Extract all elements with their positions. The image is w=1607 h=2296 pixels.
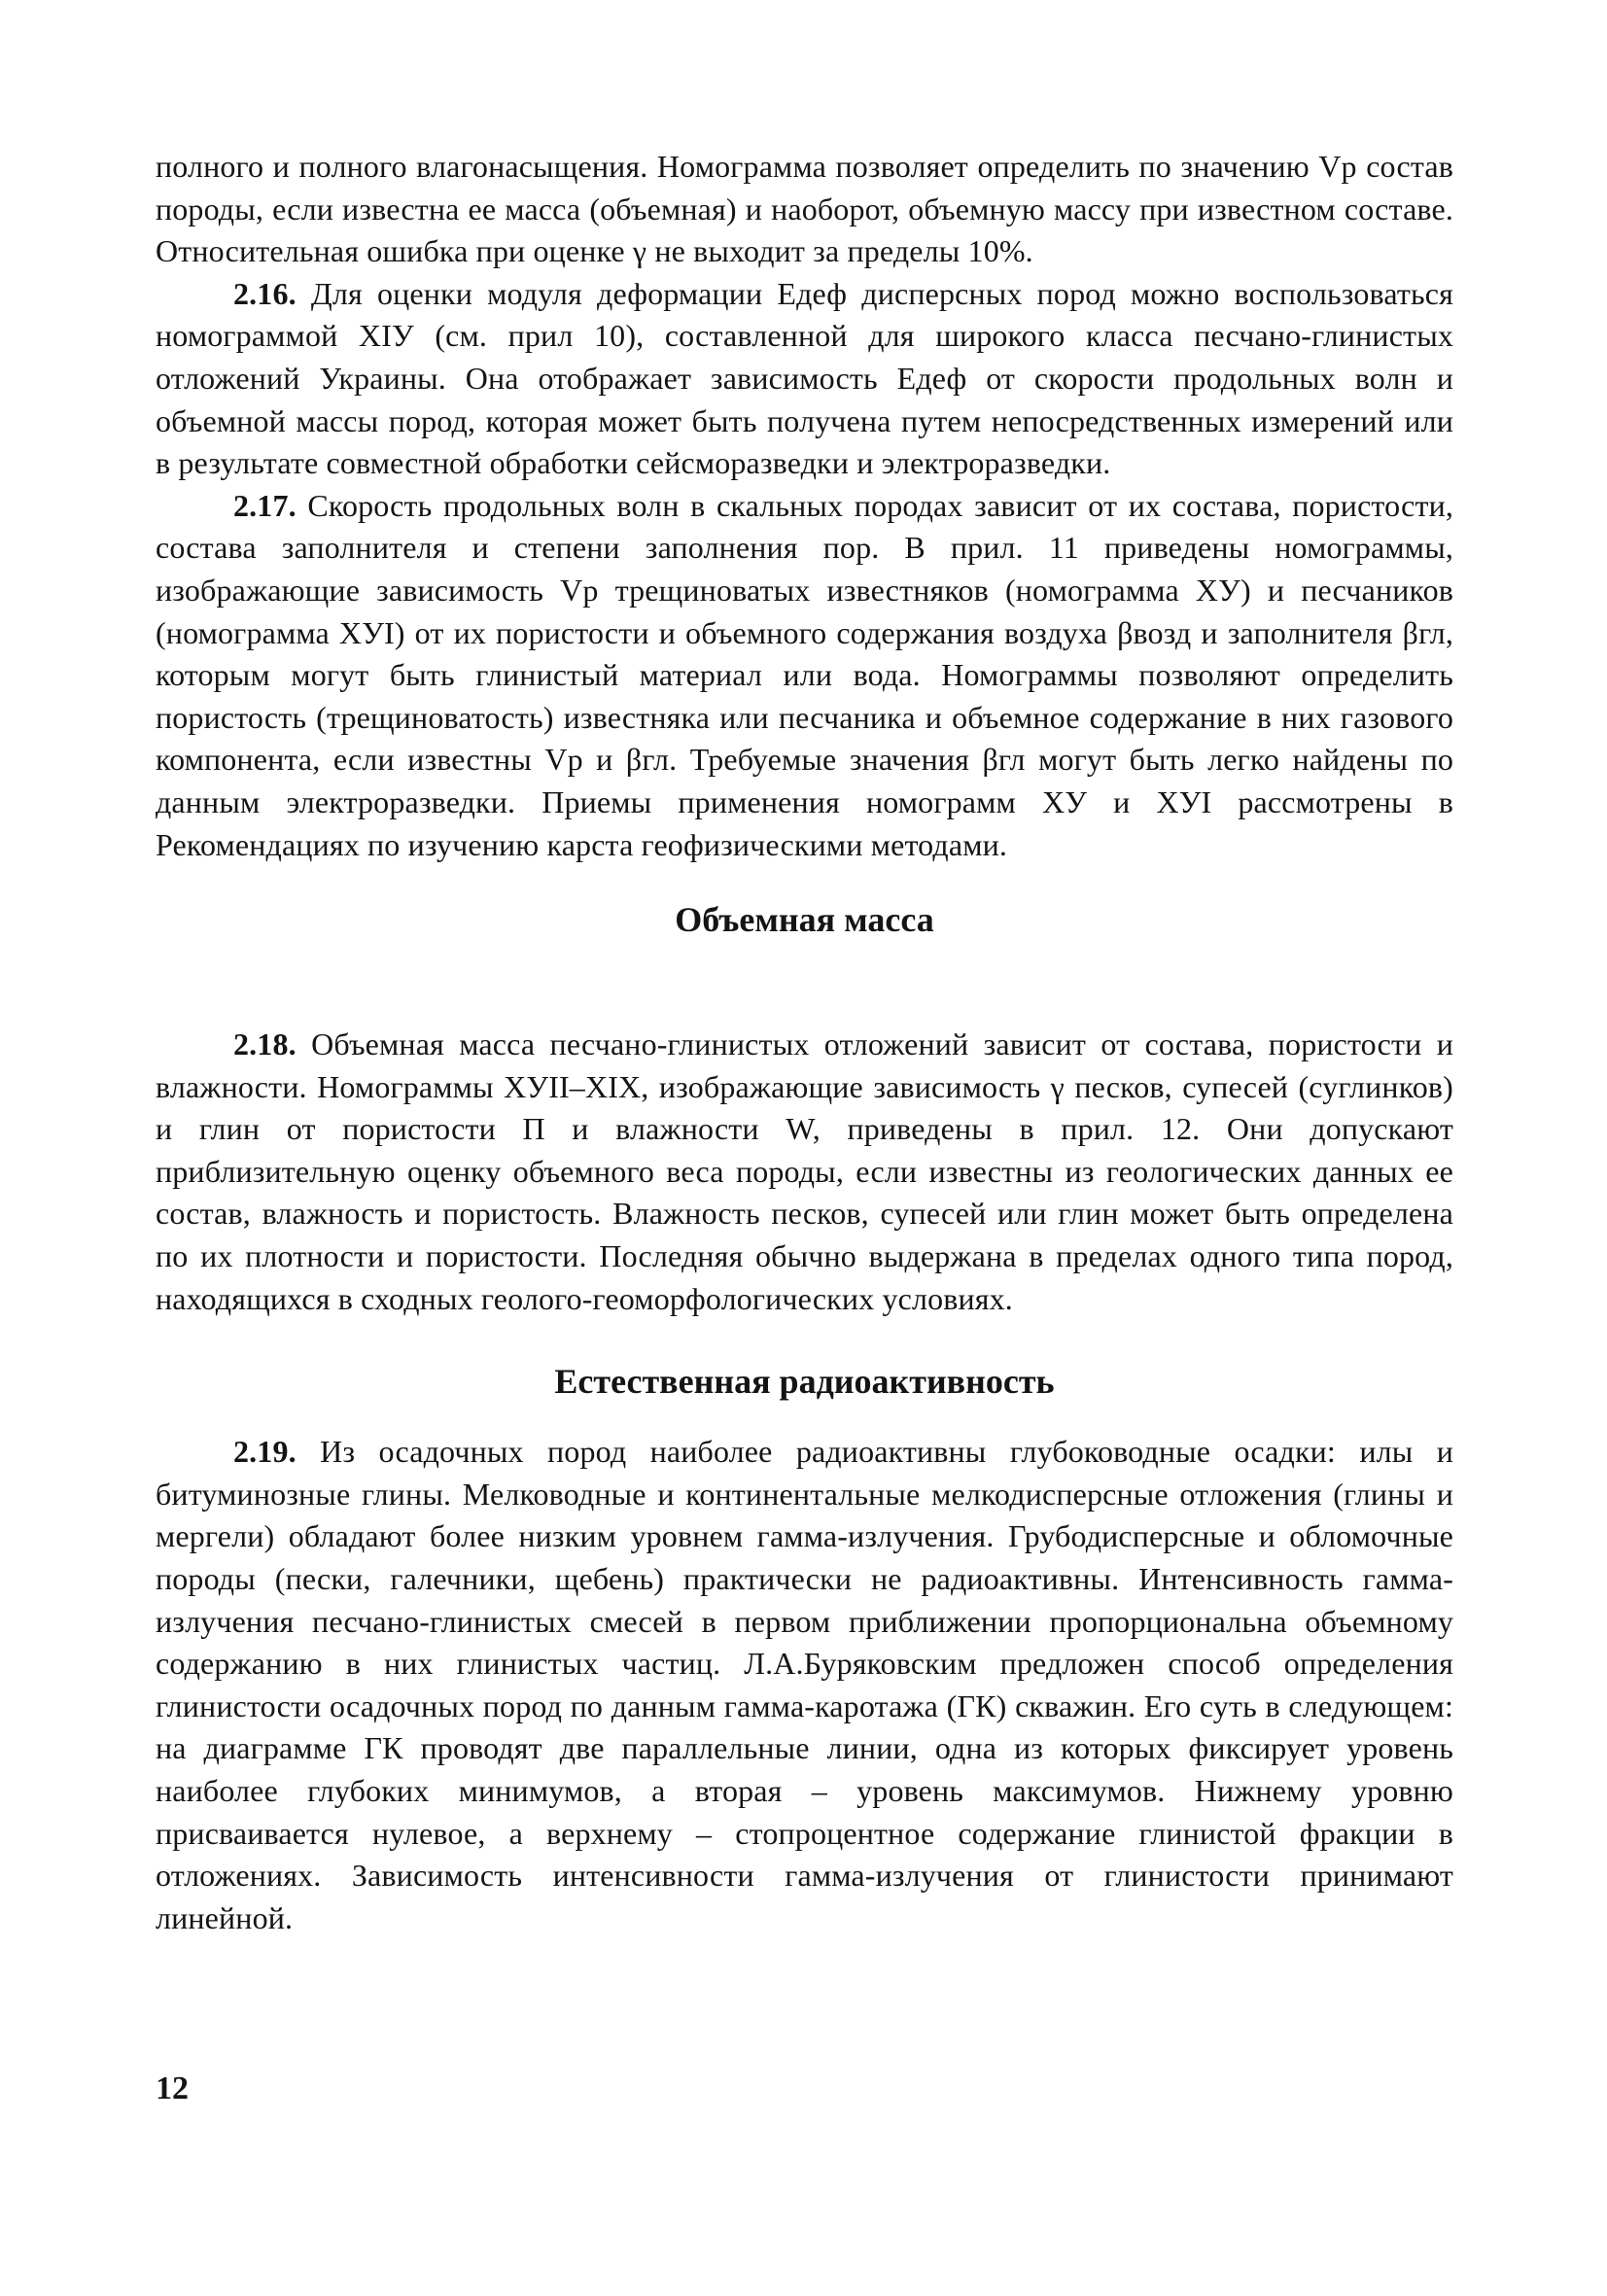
paragraph-2-16 (156, 273, 1453, 485)
paragraph-number: 2.18. (233, 1026, 297, 1062)
paragraph-text: Скорость продольных волн в скальных породах зависит от их состава, пористости, состава заполнителя и степени заполнения пор. В прил. 11 приведены номограммы, изображающие зависимость Vр трещиноватых известняков (номограмма XУ) и песчаников (номограмма XУI) от их пористости и объемного содержания воздуха βвозд и заполнителя βгл, которым могут быть глинистый материал или вода. Номограммы позволяют определить пористость (трещиноватость) известняка или песчаника и объемное содержание в них газового компонента, если известны Vр и βгл. Требуемые значения βгл могут быть легко найдены по данным электроразведки. Приемы применения номограмм XУ и XУI рассмотрены в Рекомендациях по изучению карста геофизическими методами. (156, 487, 1453, 862)
paragraph-number: 2.17. (233, 487, 297, 523)
paragraph-text: Объемная масса песчано-глинистых отложений зависит от состава, пористости и влажности. Номограммы XУII–XIX, изображающие зависимость γ песков, супесей (суглинков) и глин от пористости П и влажности W, приведены в прил. 12. Они допускают приблизительную оценку объемного веса породы, если известны из геологических данных ее состав, влажность и пористость. Влажность песков, супесей или глин может быть определена по их плотности и пористости. Последняя обычно выдержана в пределах одного типа пород, находящихся в сходных геолого-геоморфологических условиях. (156, 1026, 1453, 1316)
paragraph-2-18 (156, 1024, 1453, 1320)
page-number: 12 (156, 2070, 189, 2106)
paragraph-text: Для оценки модуля деформации Eдеф дисперсных пород можно воспользоваться номограммой XIУ (см. прил 10), составленной для широкого класса песчано-глинистых отложений Украины. Она отображает зависимость Eдеф от скорости продольных волн и объемной массы пород, которая может быть получена путем непосредственных измерений или в результате совместной обработки сейсморазведки и электроразведки. (156, 275, 1453, 481)
paragraph-continuation: полного и полного влагонасыщения. Номограмма позволяет определить по значению Vр состав породы, если известна ее масса (объемная) и наоборот, объемную массу при известном составе. Относительная ошибка при оценке γ не выходит за пределы 10%. (156, 149, 1453, 269)
paragraph-text: Из осадочных пород наиболее радиоактивны глубоководные осадки: илы и битуминозные глины. Мелководные и континентальные мелкодисперсные отложения (глины и мергели) обладают более низким уровнем гамма-излучения. Грубодисперсные и обломочные породы (пески, галечники, щебень) практически не радиоактивны. Интенсивность гамма-излучения песчано-глинистых смесей в первом приближении пропорциональна объемному содержанию в них глинистых частиц. Л.А.Буряковским предложен способ определения глинистости осадочных пород по данным гамма-каротажа (ГК) скважин. Его суть в следующем: на диаграмме ГК проводят две параллельные линии, одна из которых фиксирует уровень наиболее глубоких минимумов, а вторая – уровень максимумов. Нижнему уровню присваивается нулевое, а верхнему – стопроцентное содержание глинистой фракции в отложениях. Зависимость интенсивности гамма-излучения от глинистости принимают линейной. (156, 1434, 1453, 1935)
paragraph-2-17 (156, 485, 1453, 866)
paragraph-2-19 (156, 1431, 1453, 1939)
section-heading-natural-radioactivity: Естественная радиоактивность (554, 1362, 1055, 1402)
page-body (156, 146, 1453, 1939)
section-heading-bulk-density: Объемная масса (675, 900, 934, 940)
paragraph-number: 2.19. (233, 1434, 297, 1470)
paragraph-number: 2.16. (233, 275, 297, 311)
